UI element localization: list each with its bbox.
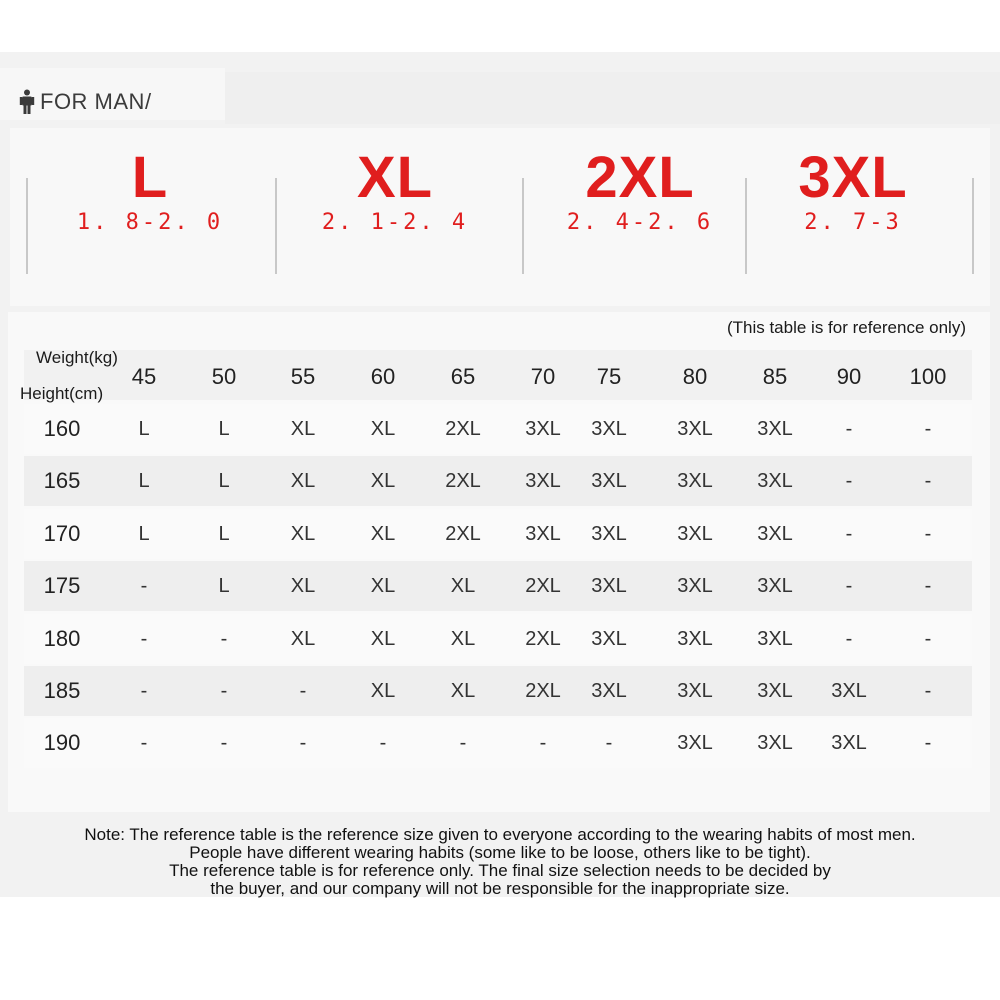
size-cell: - bbox=[459, 732, 467, 755]
size-cell: - bbox=[845, 627, 853, 650]
size-cell: XL bbox=[370, 418, 396, 440]
person-icon bbox=[18, 89, 36, 115]
size-cell: 3XL bbox=[591, 627, 627, 650]
size-range: 1. 8-2. 0 bbox=[76, 210, 224, 235]
size-cell: 3XL bbox=[757, 680, 793, 702]
weight-header: 100 bbox=[909, 364, 947, 389]
band-divider bbox=[522, 178, 524, 274]
size-cell: 3XL bbox=[757, 575, 793, 598]
size-cell: 3XL bbox=[757, 522, 793, 545]
weight-header: 65 bbox=[450, 364, 476, 389]
size-cell: 3XL bbox=[757, 470, 793, 493]
size-cell: 3XL bbox=[757, 627, 793, 650]
table-row bbox=[24, 509, 972, 559]
height-cell: 160 bbox=[43, 416, 81, 441]
size-cell: - bbox=[924, 522, 932, 545]
size-cell: XL bbox=[290, 575, 316, 598]
size-cell: 3XL bbox=[591, 680, 627, 702]
size-cell: XL bbox=[370, 575, 396, 598]
size-cell: XL bbox=[450, 575, 476, 598]
size-cell: 2XL bbox=[525, 575, 561, 598]
size-cell: - bbox=[845, 418, 853, 440]
size-cell: 3XL bbox=[757, 418, 793, 440]
size-cell: XL bbox=[290, 470, 316, 493]
size-cell: 3XL bbox=[831, 732, 867, 755]
size-cell: 2XL bbox=[445, 470, 481, 493]
footer-line: The reference table is for reference only. The final size selection needs to be decided by bbox=[169, 861, 831, 880]
weight-header: 90 bbox=[836, 364, 862, 389]
size-cell: - bbox=[924, 680, 932, 702]
size-cell: XL bbox=[450, 627, 476, 650]
weight-header: 80 bbox=[682, 364, 708, 389]
size-cell: - bbox=[845, 470, 853, 493]
height-cell: 165 bbox=[43, 468, 81, 494]
height-cell: 185 bbox=[43, 678, 81, 703]
reference-note: (This table is for reference only) bbox=[726, 318, 966, 337]
size-label: 2XL bbox=[585, 145, 695, 210]
table-row bbox=[24, 561, 972, 611]
size-cell: 3XL bbox=[591, 470, 627, 493]
size-range: 2. 4-2. 6 bbox=[566, 210, 714, 235]
size-cell: - bbox=[379, 732, 387, 755]
size-block-l bbox=[50, 146, 250, 236]
size-cell: 3XL bbox=[677, 732, 713, 755]
table-row bbox=[24, 404, 972, 454]
size-cell: 3XL bbox=[591, 575, 627, 598]
weight-header: 50 bbox=[211, 364, 237, 389]
size-cell: XL bbox=[370, 627, 396, 650]
weight-header: 60 bbox=[370, 364, 396, 389]
size-block-xl bbox=[295, 146, 495, 236]
band-divider bbox=[275, 178, 277, 274]
size-cell: 3XL bbox=[525, 470, 561, 493]
weight-header: 75 bbox=[596, 364, 622, 389]
title-text: FOR MAN/ bbox=[40, 89, 152, 114]
size-cell: 2XL bbox=[525, 680, 561, 702]
table-row bbox=[24, 666, 972, 716]
table-row bbox=[24, 614, 972, 664]
band-divider bbox=[972, 178, 974, 274]
size-cell: - bbox=[539, 732, 547, 755]
size-cell: 3XL bbox=[831, 680, 867, 702]
size-cell: 3XL bbox=[677, 470, 713, 493]
size-cell: 3XL bbox=[677, 627, 713, 650]
size-cell: XL bbox=[370, 522, 396, 545]
size-cell: - bbox=[605, 732, 613, 755]
weight-header: 70 bbox=[530, 364, 556, 389]
size-cell: 3XL bbox=[677, 418, 713, 440]
size-cell: - bbox=[140, 732, 148, 755]
size-cell: 3XL bbox=[677, 575, 713, 598]
size-cell: - bbox=[924, 627, 932, 650]
size-cell: XL bbox=[290, 522, 316, 545]
height-cell: 180 bbox=[43, 625, 81, 651]
size-cell: L bbox=[218, 522, 230, 545]
page-title bbox=[18, 86, 152, 118]
footer-line: Note: The reference table is the reference size given to everyone according to the wearing habits of most men. bbox=[84, 825, 916, 844]
table-row bbox=[24, 718, 972, 768]
height-cell: 175 bbox=[43, 573, 81, 599]
size-cell: 3XL bbox=[525, 522, 561, 545]
size-cell: 2XL bbox=[445, 418, 481, 440]
table-row bbox=[24, 456, 972, 506]
size-label: XL bbox=[356, 145, 434, 210]
band-divider bbox=[745, 178, 747, 274]
size-cell: - bbox=[299, 680, 307, 702]
size-cell: L bbox=[218, 575, 230, 598]
size-cell: L bbox=[138, 522, 150, 545]
footer-note bbox=[0, 826, 1000, 898]
size-range: 2. 1-2. 4 bbox=[321, 210, 469, 235]
weight-header: 85 bbox=[762, 364, 788, 389]
size-cell: - bbox=[924, 732, 932, 755]
size-cell: - bbox=[140, 575, 148, 598]
band-divider bbox=[26, 178, 28, 274]
size-cell: XL bbox=[370, 470, 396, 493]
footer-line: People have different wearing habits (some like to be loose, others like to be tight). bbox=[189, 843, 811, 862]
size-cell: 3XL bbox=[677, 522, 713, 545]
size-cell: - bbox=[299, 732, 307, 755]
size-cell: - bbox=[845, 575, 853, 598]
size-cell: - bbox=[845, 522, 853, 545]
size-cell: - bbox=[924, 470, 932, 493]
weight-axis-label: Weight(kg) bbox=[36, 348, 118, 367]
size-cell: 3XL bbox=[757, 732, 793, 755]
weight-header: 45 bbox=[131, 364, 157, 389]
size-cell: 3XL bbox=[591, 522, 627, 545]
size-cell: 2XL bbox=[525, 627, 561, 650]
size-cell: XL bbox=[290, 418, 316, 440]
size-cell: 3XL bbox=[677, 680, 713, 702]
size-cell: - bbox=[220, 680, 228, 702]
size-cell: L bbox=[218, 418, 230, 440]
size-cell: L bbox=[138, 418, 150, 440]
size-cell: XL bbox=[290, 627, 316, 650]
size-cell: - bbox=[140, 680, 148, 702]
size-block-2xl bbox=[540, 146, 740, 236]
size-band bbox=[10, 128, 990, 306]
size-cell: L bbox=[138, 470, 150, 493]
size-cell: - bbox=[924, 418, 932, 440]
size-cell: - bbox=[220, 627, 228, 650]
height-axis-label: Height(cm) bbox=[20, 384, 104, 403]
height-cell: 190 bbox=[43, 730, 81, 756]
size-label: L bbox=[131, 145, 169, 210]
size-cell: 3XL bbox=[591, 418, 627, 440]
size-cell: 3XL bbox=[525, 418, 561, 440]
weight-header: 55 bbox=[290, 364, 316, 389]
size-block-3xl bbox=[753, 146, 953, 236]
size-cell: L bbox=[218, 470, 230, 493]
size-cell: XL bbox=[450, 680, 476, 702]
size-cell: - bbox=[140, 627, 148, 650]
size-cell: - bbox=[220, 732, 228, 755]
header-strip bbox=[225, 72, 1000, 124]
size-cell: XL bbox=[370, 680, 396, 702]
footer-line: the buyer, and our company will not be responsible for the inappropriate size. bbox=[210, 879, 790, 898]
size-label: 3XL bbox=[798, 145, 908, 210]
size-cell: - bbox=[924, 575, 932, 598]
height-cell: 170 bbox=[43, 520, 81, 546]
size-cell: 2XL bbox=[445, 522, 481, 545]
size-range: 2. 7-3 bbox=[804, 210, 902, 235]
